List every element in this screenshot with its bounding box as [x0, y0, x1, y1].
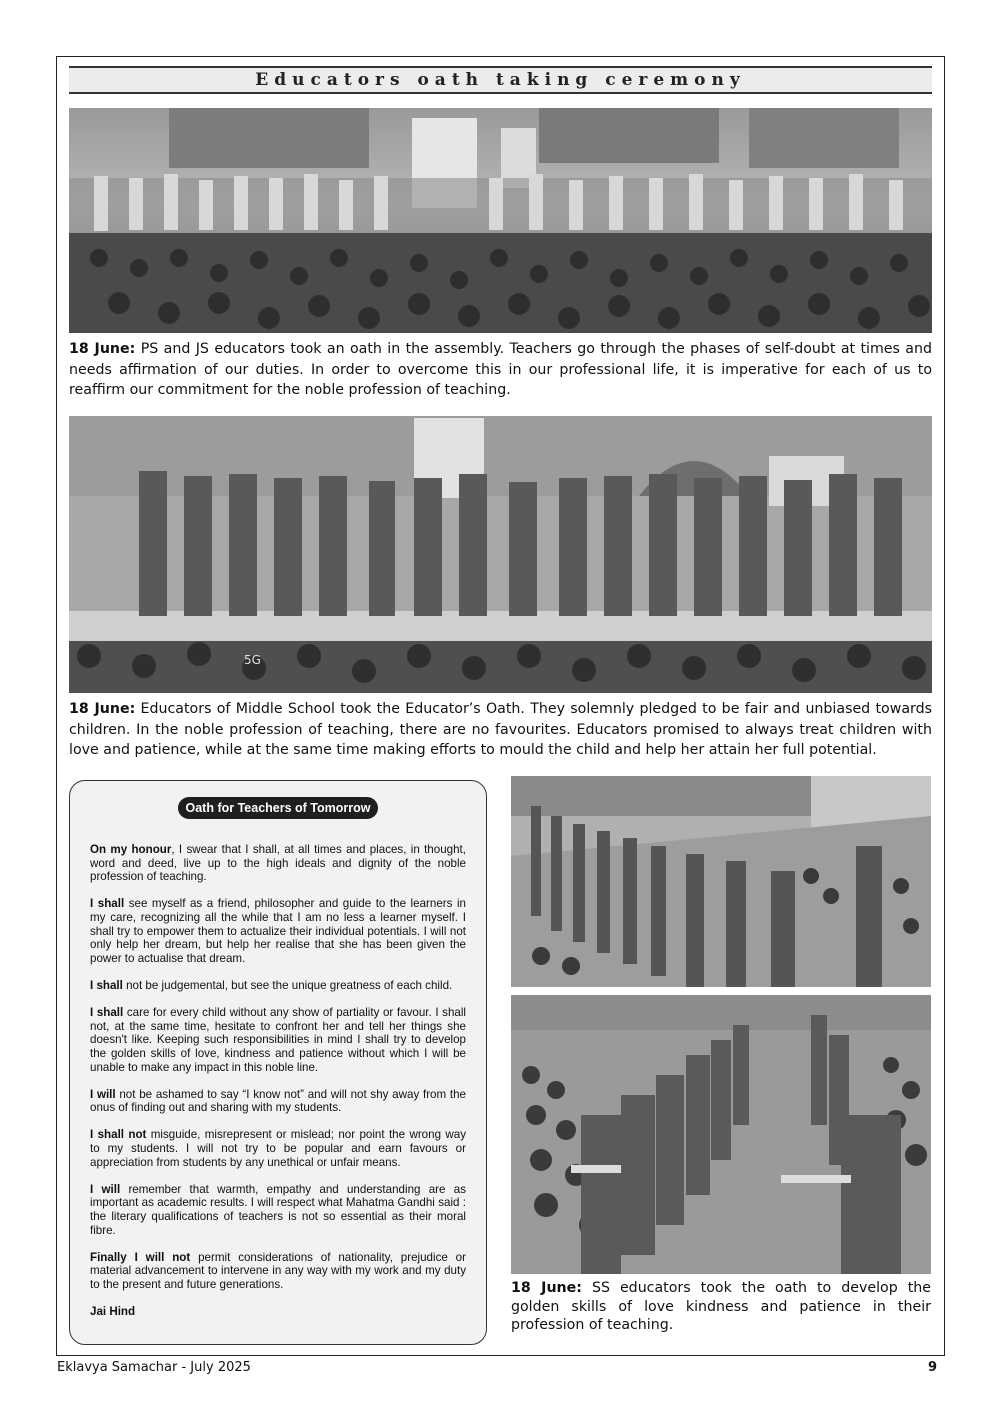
- oath-closing: [90, 1305, 466, 1319]
- oath-lead: I shall: [90, 978, 123, 992]
- oath-paragraph: [90, 1183, 466, 1237]
- photo-ps-js-image: [69, 108, 932, 333]
- oath-text: not be judgemental, but see the unique greatness of each child.: [122, 978, 453, 992]
- oath-paragraph: [90, 1128, 466, 1169]
- caption-ss-date: 18 June:: [511, 1280, 582, 1296]
- oath-paragraph: [90, 1088, 466, 1115]
- oath-paragraph: [90, 1251, 466, 1292]
- oath-text: see myself as a friend, philosopher and guide to the learners in my care, recognizing all the while that I am no less a learner myself. I shall try to empower them to actualize their individual potentials. I will not only help her dream, but help her realise that she has been given the power to actualise that dream.: [90, 897, 466, 965]
- oath-box: [69, 780, 487, 1345]
- caption-ss-text: SS educators took the oath to develop the golden skills of love kindness and patience in their profession of teaching.: [511, 1280, 931, 1333]
- oath-text: permit considerations of nationality, prejudice or material advancement to intervene in any way with my work and my duty to the present and future generations.: [90, 1250, 466, 1291]
- oath-lead: I will: [90, 1087, 116, 1101]
- oath-paragraph: [90, 843, 466, 884]
- oath-text: care for every child without any show of partiality or favour. I shall not, at the same time, hesitate to confront her and tell her things she doesn't like. Keeping such responsibilities in mind I shall try to develop the golden skills of love, kindness and patience without which I will be unable to make any impact in this noble line.: [90, 1006, 466, 1074]
- caption-ps-js-date: 18 June:: [69, 341, 136, 357]
- oath-lead: I shall: [90, 897, 125, 911]
- oath-lead: Finally I will not: [90, 1250, 191, 1264]
- oath-paragraph: [90, 979, 466, 993]
- oath-lead: I shall not: [90, 1128, 147, 1142]
- caption-middle-school: [69, 699, 932, 761]
- photo-ss-hall-1-image: [511, 776, 931, 987]
- oath-text: , I swear that I shall, at all times and places, in thought, word and deed, live up to the high ideals and dignity of the noble profession of teaching.: [90, 843, 466, 884]
- oath-paragraph: [90, 897, 466, 965]
- photo-middle-school-stage: [69, 416, 932, 693]
- photo-ps-js-assembly: [69, 108, 932, 333]
- photo-ss-hall-2-image: [511, 995, 931, 1274]
- oath-lead: On my honour: [90, 843, 172, 856]
- oath-text: not be ashamed to say “I know not” and will not shy away from the onus of finding out and sharing with my students.: [90, 1087, 467, 1115]
- photo-ss-hall-2: [511, 995, 931, 1274]
- oath-lead: I will: [90, 1182, 121, 1196]
- caption-ps-js-text: PS and JS educators took an oath in the assembly. Teachers go through the phases of self-doubt at times and needs affirmation of our duties. In order to overcome this in our professional life, it is imperative for each of us to reaffirm our commitment for the noble profession of teaching.: [69, 341, 932, 398]
- footer-publication: Eklavya Samachar - July 2025: [57, 1360, 251, 1375]
- oath-text: misguide, misrepresent or mislead; nor point the wrong way to my students. I will not try to be popular and earn favours or appreciation from students by any unethical or unfair means.: [90, 1128, 467, 1169]
- page-title: Educators oath taking ceremony: [69, 66, 932, 94]
- photo-middle-school-image: [69, 416, 932, 693]
- oath-lead: I shall: [90, 1006, 124, 1020]
- caption-middle-school-date: 18 June:: [69, 701, 136, 717]
- caption-ss: [511, 1279, 931, 1335]
- oath-paragraph: [90, 1006, 466, 1074]
- oath-heading: Oath for Teachers of Tomorrow: [178, 797, 378, 819]
- caption-middle-school-text: Educators of Middle School took the Educator’s Oath. They solemnly pledged to be fair and unbiased towards children. In the noble profession of teaching, there are no favourites. Educators promised to always treat children with love and patience, while at the same time making efforts to mould the child and help her attain her full potential.: [69, 701, 932, 758]
- photo-ss-hall-1: [511, 776, 931, 987]
- oath-text: remember that warmth, empathy and understanding are as important as academic results. I will respect what Mahatma Gandhi said : the literary qualifications of teachers is not so essential as their moral fibre.: [90, 1182, 466, 1237]
- caption-ps-js: [69, 339, 932, 401]
- oath-body: [90, 843, 466, 1332]
- oath-closing-text: Jai Hind: [90, 1305, 136, 1319]
- stage-label: 5G: [244, 653, 261, 667]
- footer-page-number: 9: [928, 1360, 938, 1375]
